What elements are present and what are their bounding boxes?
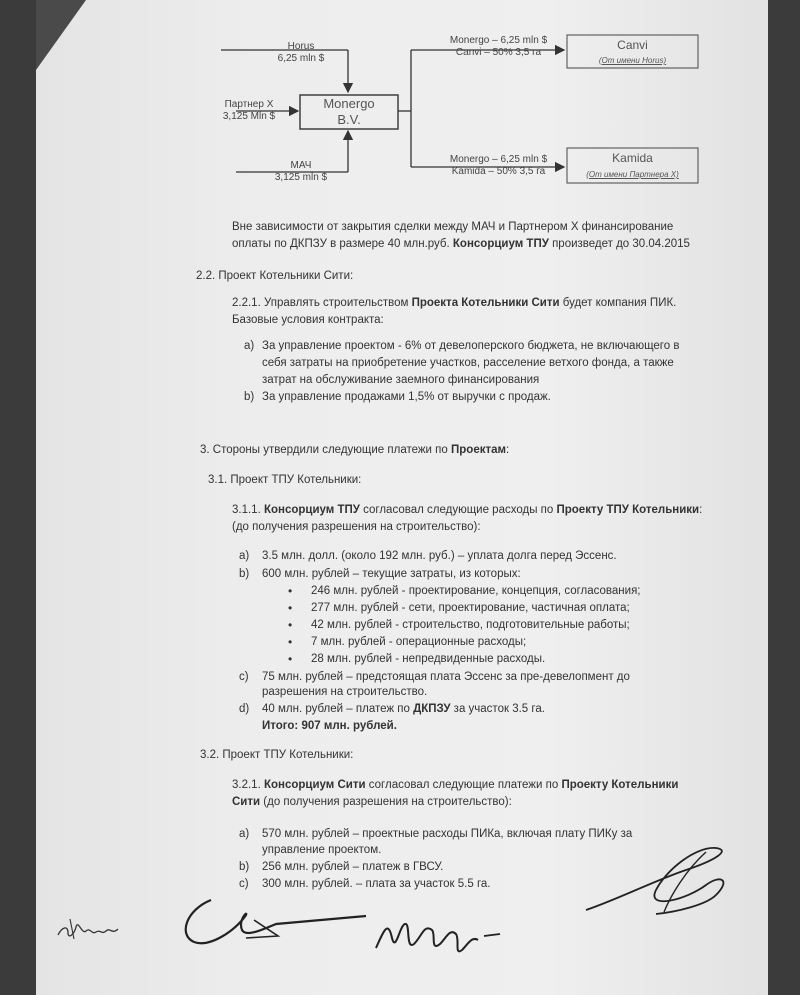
s32-a-marker: a) xyxy=(239,828,250,840)
s22-a-marker: a) xyxy=(244,340,255,352)
bullet-dot: • xyxy=(288,652,293,666)
intro-line-1: Вне зависимости от закрытия сделки между МАЧ и Партнером X финансирование xyxy=(232,221,674,233)
s31-bullet-5: 28 млн. рублей - непредвиденные расходы. xyxy=(311,653,546,665)
bullet-dot: • xyxy=(288,618,293,632)
s31-bullet-4: 7 млн. рублей - операционные расходы; xyxy=(311,636,527,648)
bullet-dot: • xyxy=(288,635,293,649)
s22-a-line-2: себя затраты на приобретение участков, расселение ветхого фонда, а также xyxy=(262,357,674,369)
s31-bullet-3: 42 млн. рублей - строительство, подготовительные работы; xyxy=(311,619,630,631)
signature-3 xyxy=(556,840,766,930)
initials-signature-left xyxy=(54,905,124,945)
s31-d-marker: d) xyxy=(239,703,250,715)
kamida-note: (От имени Партнера X) xyxy=(586,170,679,179)
s31-a-text: 3.5 млн. долл. (около 192 млн. руб.) – уплата долга перед Эссенс. xyxy=(262,550,617,562)
signature-2 xyxy=(366,900,506,970)
ownership-diagram xyxy=(36,0,768,200)
s22-a-line-3: затрат на обслуживание заемного финансирования xyxy=(262,374,540,386)
s31-b-marker: b) xyxy=(239,568,250,580)
bullet-dot: • xyxy=(288,601,293,615)
s32-b-marker: b) xyxy=(239,861,250,873)
s22-a-line-1: За управление проектом - 6% от девелоперского бюджета, не включающего в xyxy=(262,340,680,352)
s31-bullet-2: 277 млн. рублей - сети, проектирование, частичная оплата; xyxy=(311,602,630,614)
s32-c-text: 300 млн. рублей. – плата за участок 5.5 га. xyxy=(262,878,491,890)
s31-b-text: 600 млн. рублей – текущие затраты, из которых: xyxy=(262,568,521,580)
s32-a-line-2: управление проектом. xyxy=(262,844,382,856)
s22-b-text: За управление продажами 1,5% от выручки с продаж. xyxy=(262,391,551,403)
kamida-arrow-label: Monergo – 6,25 mln $ Kamida – 50% 3,5 га xyxy=(449,154,548,177)
s31-bullet-1: 246 млн. рублей - проектирование, концепция, согласования; xyxy=(311,585,641,597)
intro-line-2: оплаты по ДКПЗУ в размере 40 млн.руб. Консорциум ТПУ произведет до 30.04.2015 xyxy=(232,238,690,250)
section-2-2-heading: 2.2. Проект Котельники Сити: xyxy=(196,270,354,282)
bullet-dot: • xyxy=(288,584,293,598)
s22-paragraph-2: Базовые условия контракта: xyxy=(232,314,384,326)
mach-label: МАЧ 3,125 mln $ xyxy=(274,160,328,183)
s31-total: Итого: 907 млн. рублей. xyxy=(262,720,397,732)
s31-paragraph-1: 3.1.1. Консорциум ТПУ согласовал следующие расходы по Проекту ТПУ Котельники: xyxy=(232,504,703,516)
canvi-arrow-label: Monergo – 6,25 mln $ Canvi – 50% 3,5 га xyxy=(449,35,548,58)
s32-c-marker: c) xyxy=(239,878,249,890)
s31-c-marker: c) xyxy=(239,671,249,683)
s31-c-line-2: разрешения на строительство. xyxy=(262,686,428,698)
monergo-label: Monergo B.V. xyxy=(323,96,375,127)
canvi-note: (От имени Horus) xyxy=(598,56,667,65)
section-3-heading: 3. Стороны утвердили следующие платежи по Проектам: xyxy=(200,444,510,456)
s31-a-marker: a) xyxy=(239,550,250,562)
partner-x-label: Партнер X 3,125 Mln $ xyxy=(222,99,276,122)
s31-paragraph-2: (до получения разрешения на строительство): xyxy=(232,521,481,533)
section-3-1-heading: 3.1. Проект ТПУ Котельники: xyxy=(208,474,362,486)
canvi-name: Canvi xyxy=(617,38,648,52)
s22-paragraph-1: 2.2.1. Управлять строительством Проекта Котельники Сити будет компания ПИК. xyxy=(232,297,677,309)
s32-a-line-1: 570 млн. рублей – проектные расходы ПИКа, включая плату ПИКу за xyxy=(262,828,633,840)
signature-1 xyxy=(176,880,376,960)
document-page xyxy=(36,0,768,995)
section-3-2-heading: 3.2. Проект ТПУ Котельники: xyxy=(200,749,354,761)
s31-c-line-1: 75 млн. рублей – предстоящая плата Эссенс за пре-девелопмент до xyxy=(262,671,630,683)
s32-paragraph-2: Сити (до получения разрешения на строительство): xyxy=(232,796,512,808)
s32-b-text: 256 млн. рублей – платеж в ГВСУ. xyxy=(262,861,444,873)
s31-d-text: 40 млн. рублей – платеж по ДКПЗУ за участок 3.5 га. xyxy=(262,703,545,715)
kamida-name: Kamida xyxy=(612,151,653,165)
s32-paragraph-1: 3.2.1. Консорциум Сити согласовал следующие платежи по Проекту Котельники xyxy=(232,779,679,791)
s22-b-marker: b) xyxy=(244,391,255,403)
horus-label: Horus 6,25 mln $ xyxy=(277,41,325,64)
